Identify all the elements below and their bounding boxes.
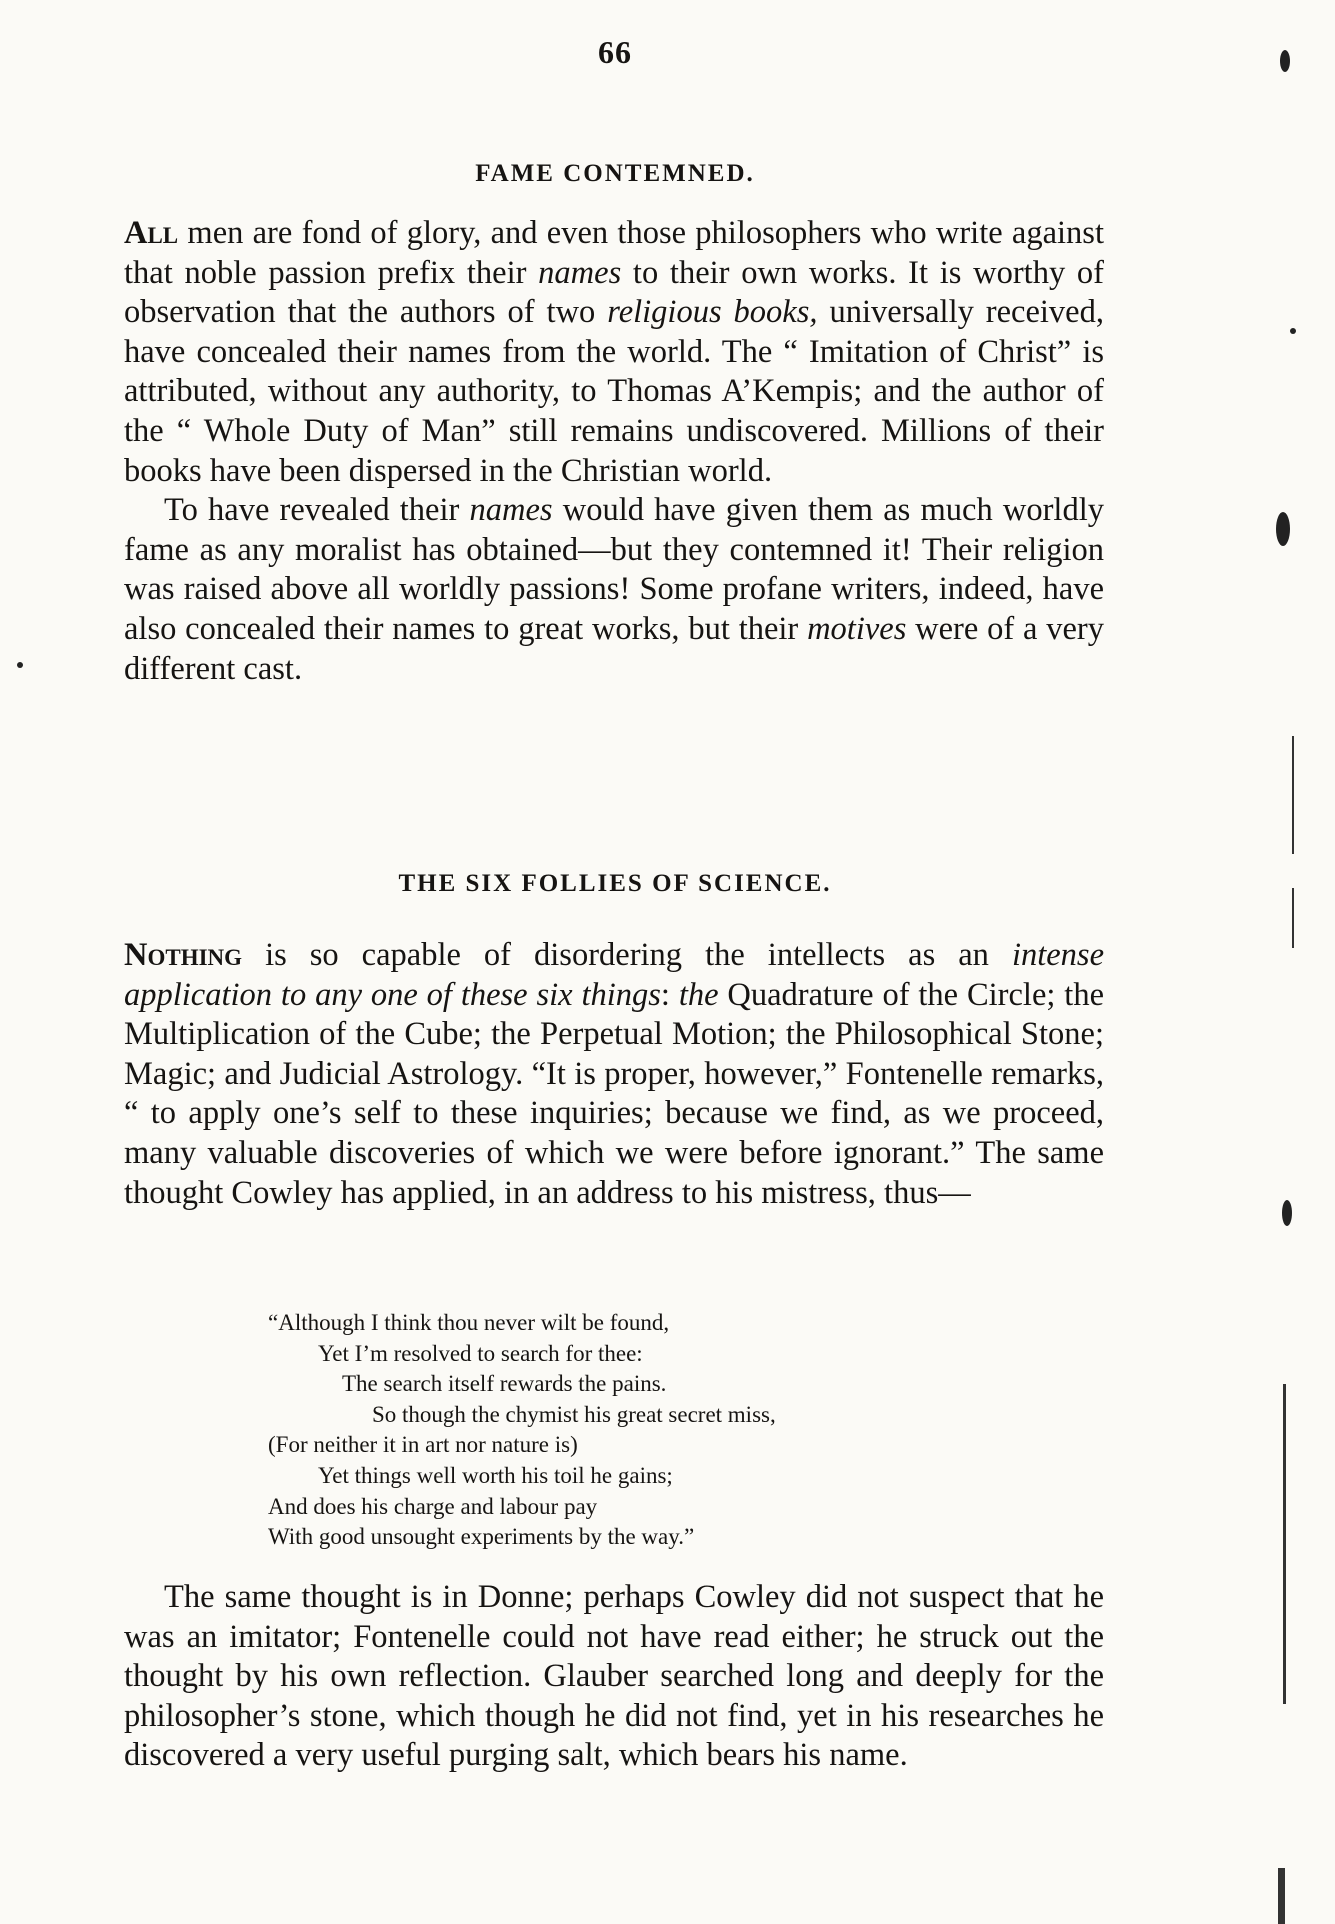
italic-run: intense application to any one of these six things: [124, 937, 1104, 1013]
poem-line: Yet things well worth his toil he gains;: [318, 1462, 673, 1488]
italic-run: names: [469, 492, 553, 529]
poem-line: And does his charge and labour pay: [268, 1493, 598, 1519]
text-run: is so capable of disordering the intellects as an: [242, 937, 1012, 973]
text-run: To have revealed their: [164, 492, 470, 529]
text-run: to their own works. It is worthy of observation that the authors of two: [124, 254, 1104, 331]
six-follies-body: [124, 936, 1104, 1213]
paragraph: [124, 491, 1104, 689]
scan-mark: [1290, 328, 1296, 334]
text-run: Quadrature of the Circle; the Multiplication of the Cube; the Perpetual Motion; the Philosophical Stone; Magic; and Judicial Astrology. “It is proper, however,” Fontenelle remarks, “ to apply one’s self to these inquiries; because we find, as we proceed, many valuable discoveries of which we were before ignorant.” The same thought Cowley has applied, in an address to his mistress, thus—: [124, 976, 1104, 1211]
scan-mark: [17, 662, 23, 668]
italic-run: names: [538, 254, 622, 291]
lead-word: All: [124, 215, 179, 251]
poem-line: Yet I’m resolved to search for thee:: [318, 1340, 643, 1366]
section-title-fame-contemned: FAME CONTEMNED.: [475, 160, 755, 187]
italic-run: religious books,: [607, 294, 818, 331]
page-number: 66: [598, 34, 632, 70]
text-run: men are fond of glory, and even those philosophers who write against that noble passion prefix their: [124, 215, 1104, 291]
scan-mark: [1292, 736, 1294, 854]
italic-run: the: [678, 976, 719, 1013]
paragraph: [124, 936, 1104, 1213]
poem-line: (For neither it in art nor nature is): [268, 1432, 578, 1458]
text-run: would have given them as much worldly fame as any moralist has obtained—but they contemned it! Their religion was raised above all worldly passions! Some profane writers, indeed, have also concealed their names to great works, but their: [124, 492, 1104, 647]
scan-mark: [1280, 50, 1290, 72]
lead-word: Nothing: [124, 937, 243, 973]
paragraph: [124, 214, 1104, 491]
text-run: were of a very different cast.: [124, 610, 1104, 687]
cowley-poem: [268, 1308, 776, 1553]
poem-line: With good unsought experiments by the way.”: [268, 1524, 695, 1550]
text-run: universally received, have concealed their names from the world. The “ Imitation of Christ” is attributed, without any authority, to Thomas A’Kempis; and the author of the “ Whole Duty of Man” still remains undiscovered. Millions of their books have been dispersed in the Christian world.: [124, 294, 1104, 489]
italic-run: motives: [807, 610, 907, 647]
scan-mark: [1278, 1868, 1285, 1924]
scan-mark: [1283, 1384, 1286, 1704]
scan-mark: [1292, 888, 1294, 948]
paragraph: The same thought is in Donne; perhaps Cowley did not suspect that he was an imitator; Fontenelle could not have read either; he struck out the thought by his own reflection. Glauber searched long and deeply for the philosopher’s stone, which though he did not find, yet in his researches he discovered a very useful purging salt, which bears his name.: [124, 1579, 1104, 1774]
scan-mark: [1276, 512, 1290, 546]
poem-line: “Although I think thou never wilt be found,: [268, 1310, 670, 1335]
poem-line: The search itself rewards the pains.: [342, 1371, 667, 1397]
section-title-six-follies: THE SIX FOLLIES OF SCIENCE.: [398, 870, 832, 897]
closing-paragraph: [124, 1578, 1104, 1776]
scan-mark: [1282, 1200, 1292, 1226]
poem-line: So though the chymist his great secret miss,: [372, 1401, 776, 1427]
text-run: :: [660, 976, 679, 1013]
fame-contemned-body: [124, 214, 1104, 689]
